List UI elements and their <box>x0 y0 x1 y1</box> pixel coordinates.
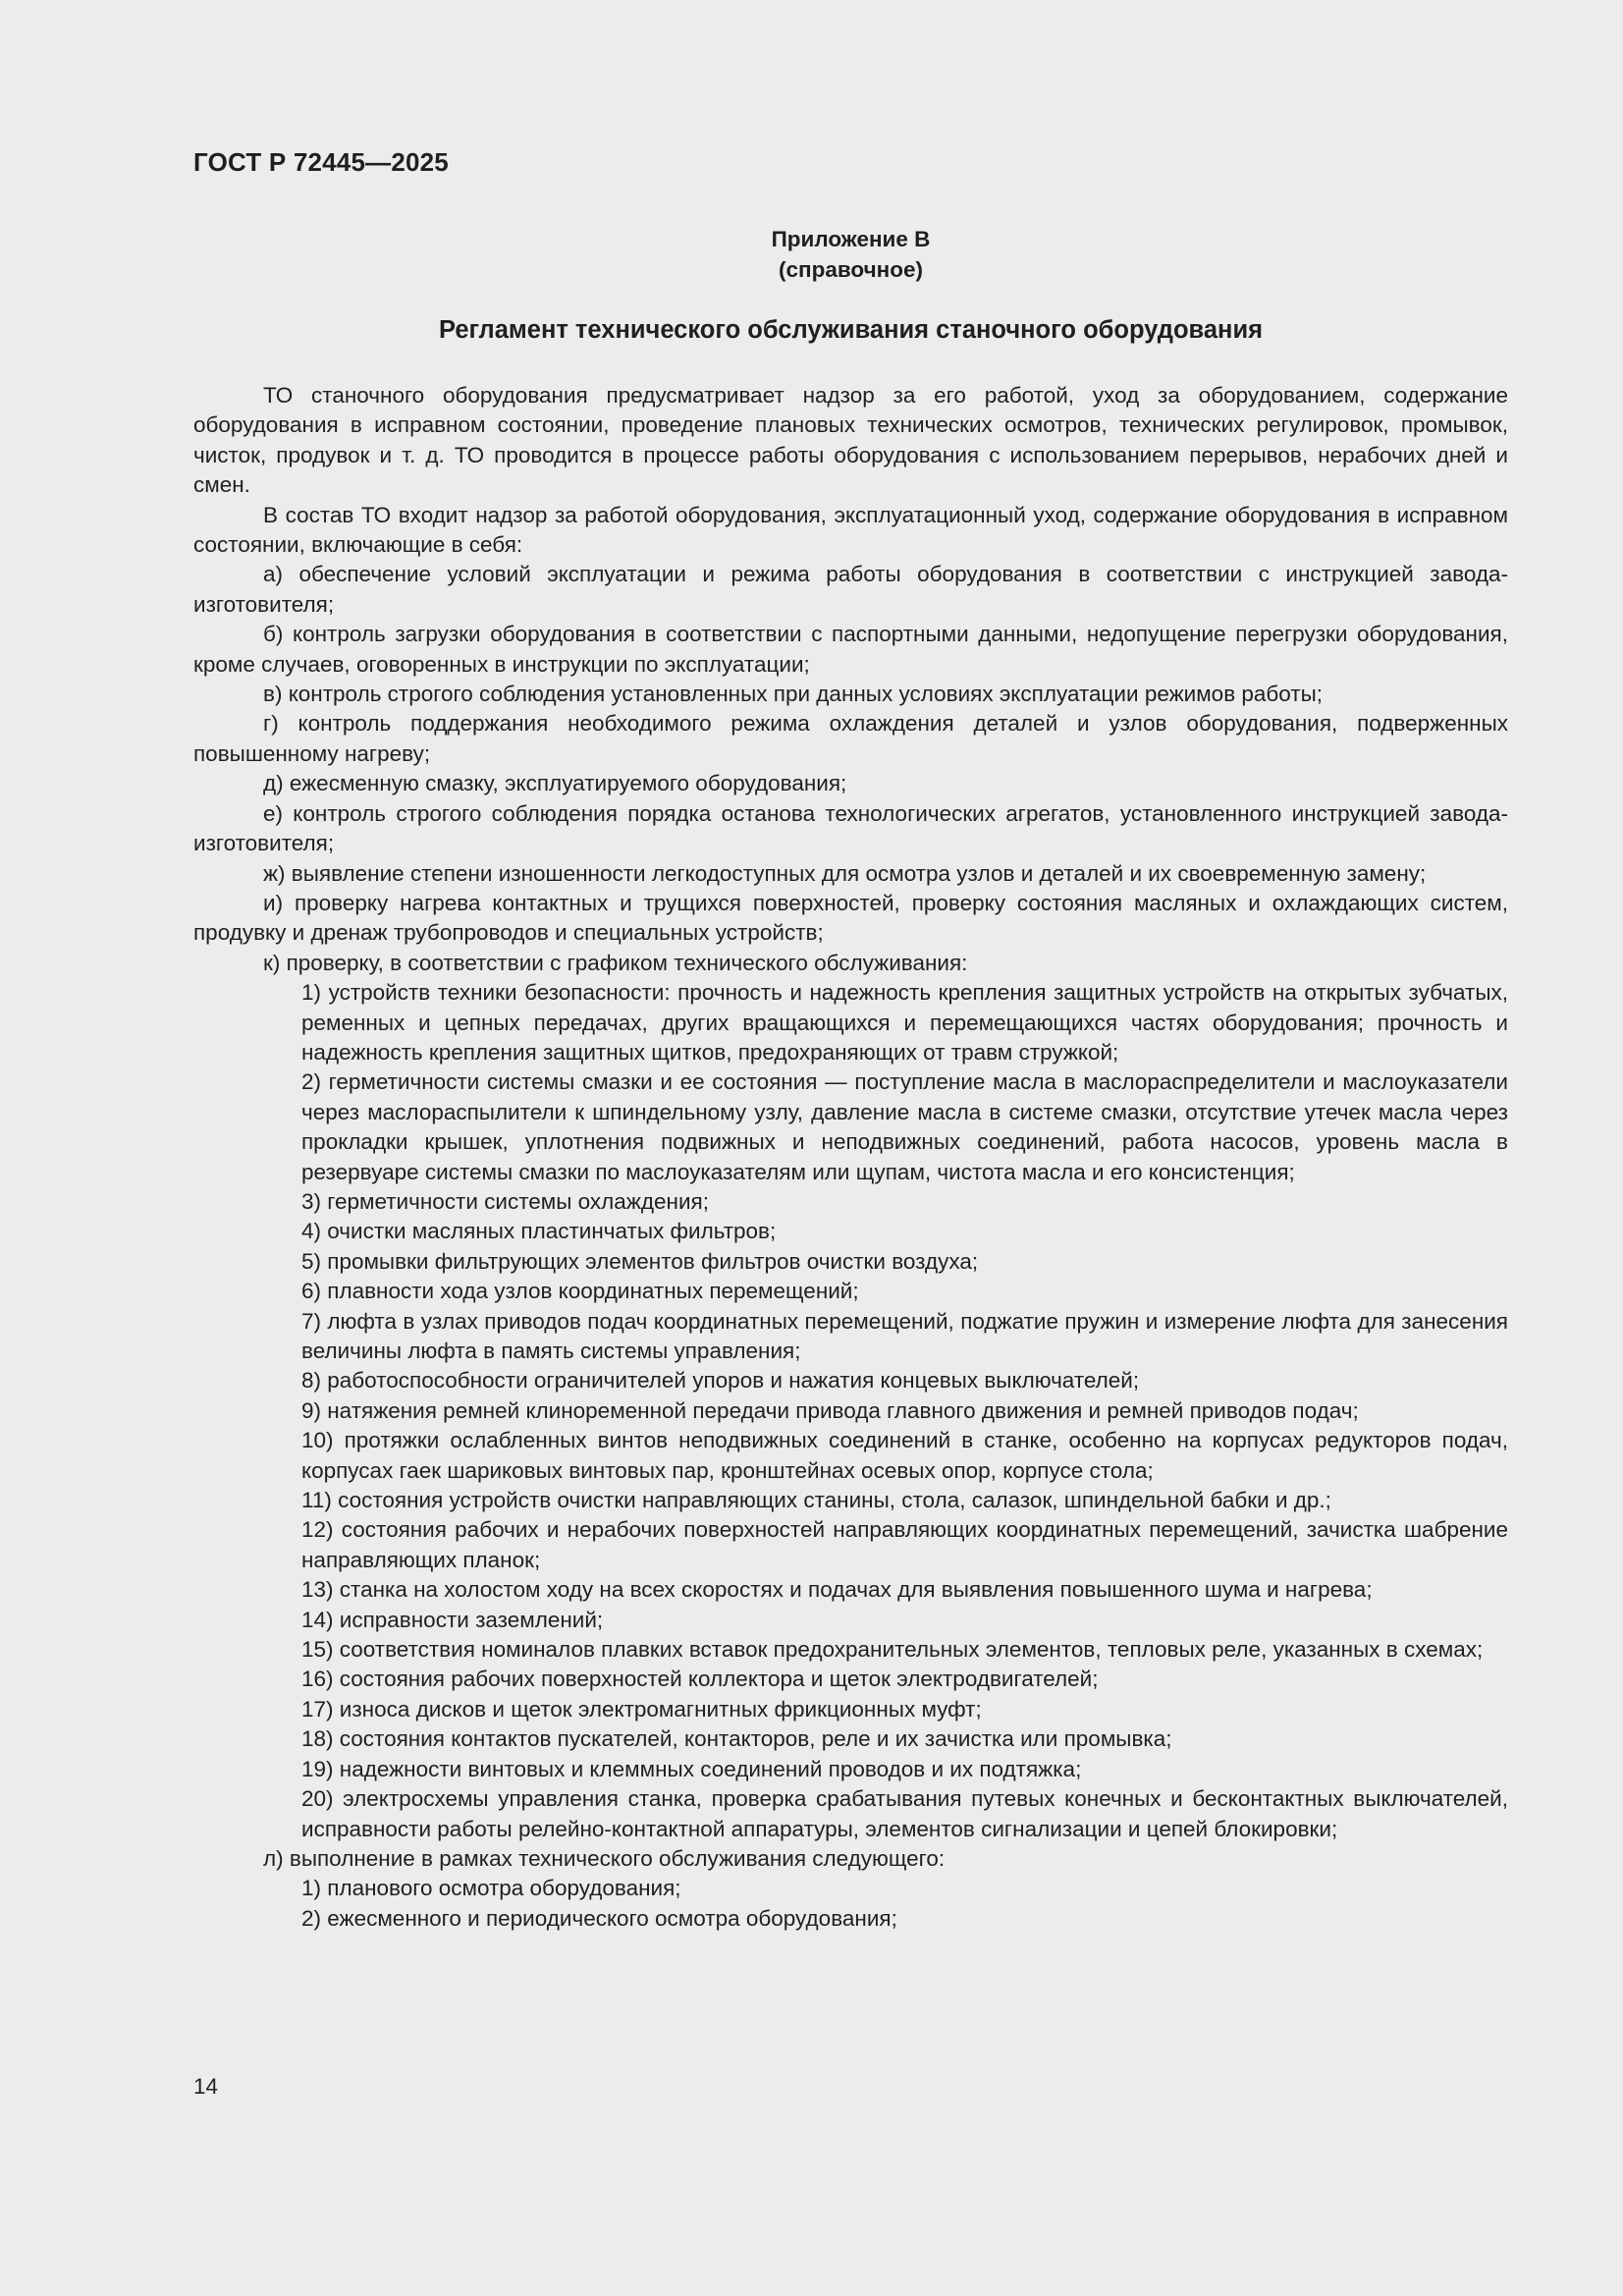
page-number: 14 <box>193 2074 219 2099</box>
list-item-zh: ж) выявление степени изношенности легкодоступных для осмотра узлов и деталей и их своевременную замену; <box>263 860 1427 886</box>
paragraph-scope: В состав ТО входит надзор за работой оборудования, эксплуатационный уход, содержание оборудования в исправном состоянии, включающие в себя: <box>193 502 1508 558</box>
k-subitem-17: 17) износа дисков и щеток электромагнитных фрикционных муфт; <box>301 1696 982 1722</box>
k-subitem-5: 5) промывки фильтрующих элементов фильтров очистки воздуха; <box>301 1248 979 1274</box>
appendix-type: (справочное) <box>779 257 923 282</box>
k-subitem-10: 10) протяжки ослабленных винтов неподвижных соединений в станке, особенно на корпусах редукторов подач, корпусах гаек шариковых винтовых пар, кронштейнах осевых опор, корпусе стола; <box>301 1428 1508 1483</box>
list-item-b: б) контроль загрузки оборудования в соответствии с паспортными данными, недопущение перегрузки оборудования, кроме случаев, оговоренных в инструкции по эксплуатации; <box>193 622 1508 677</box>
k-subitem-14: 14) исправности заземлений; <box>301 1607 604 1632</box>
k-subitem-13: 13) станка на холостом ходу на всех скоростях и подачах для выявления повышенного шума и нагрева; <box>301 1577 1373 1603</box>
list-item-d: д) ежесменную смазку, эксплуатируемого оборудования; <box>263 771 847 796</box>
appendix-heading <box>0 224 1623 285</box>
appendix-label: Приложение В <box>771 227 931 251</box>
list-item-a: а) обеспечение условий эксплуатации и режима работы оборудования в соответствии с инструкцией завода-изготовителя; <box>193 562 1508 617</box>
list-item-e: е) контроль строгого соблюдения порядка останова технологических агрегатов, установленного инструкцией завода-изготовителя; <box>193 800 1508 856</box>
k-subitem-11: 11) состояния устройств очистки направляющих станины, стола, салазок, шпиндельной бабки и др.; <box>301 1488 1331 1513</box>
k-subitem-12: 12) состояния рабочих и нерабочих поверхностей направляющих координатных перемещений, зачистка шабрение направляющих планок; <box>301 1517 1508 1572</box>
k-subitem-8: 8) работоспособности ограничителей упоров и нажатия концевых выключателей; <box>301 1368 1140 1394</box>
k-subitem-16: 16) состояния рабочих поверхностей коллектора и щеток электродвигателей; <box>301 1667 1099 1692</box>
k-subitem-1: 1) устройств техники безопасности: прочность и надежность крепления защитных устройств на открытых зубчатых, ременных и цепных передачах, других вращающихся и перемещающихся частях оборудования; прочность и надежность крепления защитных щитков, предохраняющих от травм стружкой; <box>301 980 1508 1065</box>
k-subitem-6: 6) плавности хода узлов координатных перемещений; <box>301 1279 859 1304</box>
k-subitem-9: 9) натяжения ремней клиноременной передачи привода главного движения и ремней приводов подач; <box>301 1397 1359 1423</box>
section-title: Регламент технического обслуживания станочного оборудования <box>438 316 1264 344</box>
paragraph-intro: ТО станочного оборудования предусматривает надзор за его работой, уход за оборудованием, содержание оборудования в исправном состоянии, проведение плановых технических осмотров, технических регулировок, промывок, чисток, продувок и т. д. ТО проводится в процессе работы оборудования с использованием перерывов, нерабочих дней и смен. <box>193 383 1508 498</box>
l-subitem-2: 2) ежесменного и периодического осмотра оборудования; <box>301 1905 897 1931</box>
k-subitem-3: 3) герметичности системы охлаждения; <box>301 1188 709 1214</box>
k-subitem-4: 4) очистки масляных пластинчатых фильтров; <box>301 1219 777 1244</box>
document-body <box>193 381 1508 1934</box>
l-subitem-1: 1) планового осмотра оборудования; <box>301 1876 681 1901</box>
document-code: ГОСТ Р 72445—2025 <box>193 147 449 177</box>
list-item-k: к) проверку, в соответствии с графиком технического обслуживания: <box>263 950 968 975</box>
k-subitem-2: 2) герметичности системы смазки и ее состояния — поступление масла в маслораспределители и маслоуказатели через маслораспылители к шпиндельному узлу, давление масла в системе смазки, отсутствие утечек масла через прокладки крышек, уплотнения подвижных и неподвижных соединений, работа насосов, уровень масла в резервуаре системы смазки по маслоуказателям или щупам, чистота масла и его консистенция; <box>301 1069 1508 1184</box>
k-subitem-15: 15) соответствия номиналов плавких вставок предохранительных элементов, тепловых реле, указанных в схемах; <box>301 1637 1484 1663</box>
k-subitem-19: 19) надежности винтовых и клеммных соединений проводов и их подтяжка; <box>301 1756 1082 1781</box>
list-item-i: и) проверку нагрева контактных и трущихся поверхностей, проверку состояния масляных и охлаждающих систем, продувку и дренаж трубопроводов и специальных устройств; <box>193 890 1508 946</box>
k-subitem-7: 7) люфта в узлах приводов подач координатных перемещений, поджатие пружин и измерение люфта для занесения величины люфта в память системы управления; <box>301 1308 1508 1363</box>
k-subitem-18: 18) состояния контактов пускателей, контакторов, реле и их зачистка или промывка; <box>301 1726 1172 1752</box>
k-subitem-20: 20) электросхемы управления станка, проверка срабатывания путевых конечных и бесконтактных выключателей, исправности работы релейно-контактной аппаратуры, элементов сигнализации и цепей блокировки; <box>301 1786 1508 1841</box>
list-item-g: г) контроль поддержания необходимого режима охлаждения деталей и узлов оборудования, подверженных повышенному нагреву; <box>193 711 1508 766</box>
list-item-v: в) контроль строгого соблюдения установленных при данных условиях эксплуатации режимов работы; <box>263 682 1324 707</box>
list-item-l: л) выполнение в рамках технического обслуживания следующего: <box>263 1845 946 1871</box>
